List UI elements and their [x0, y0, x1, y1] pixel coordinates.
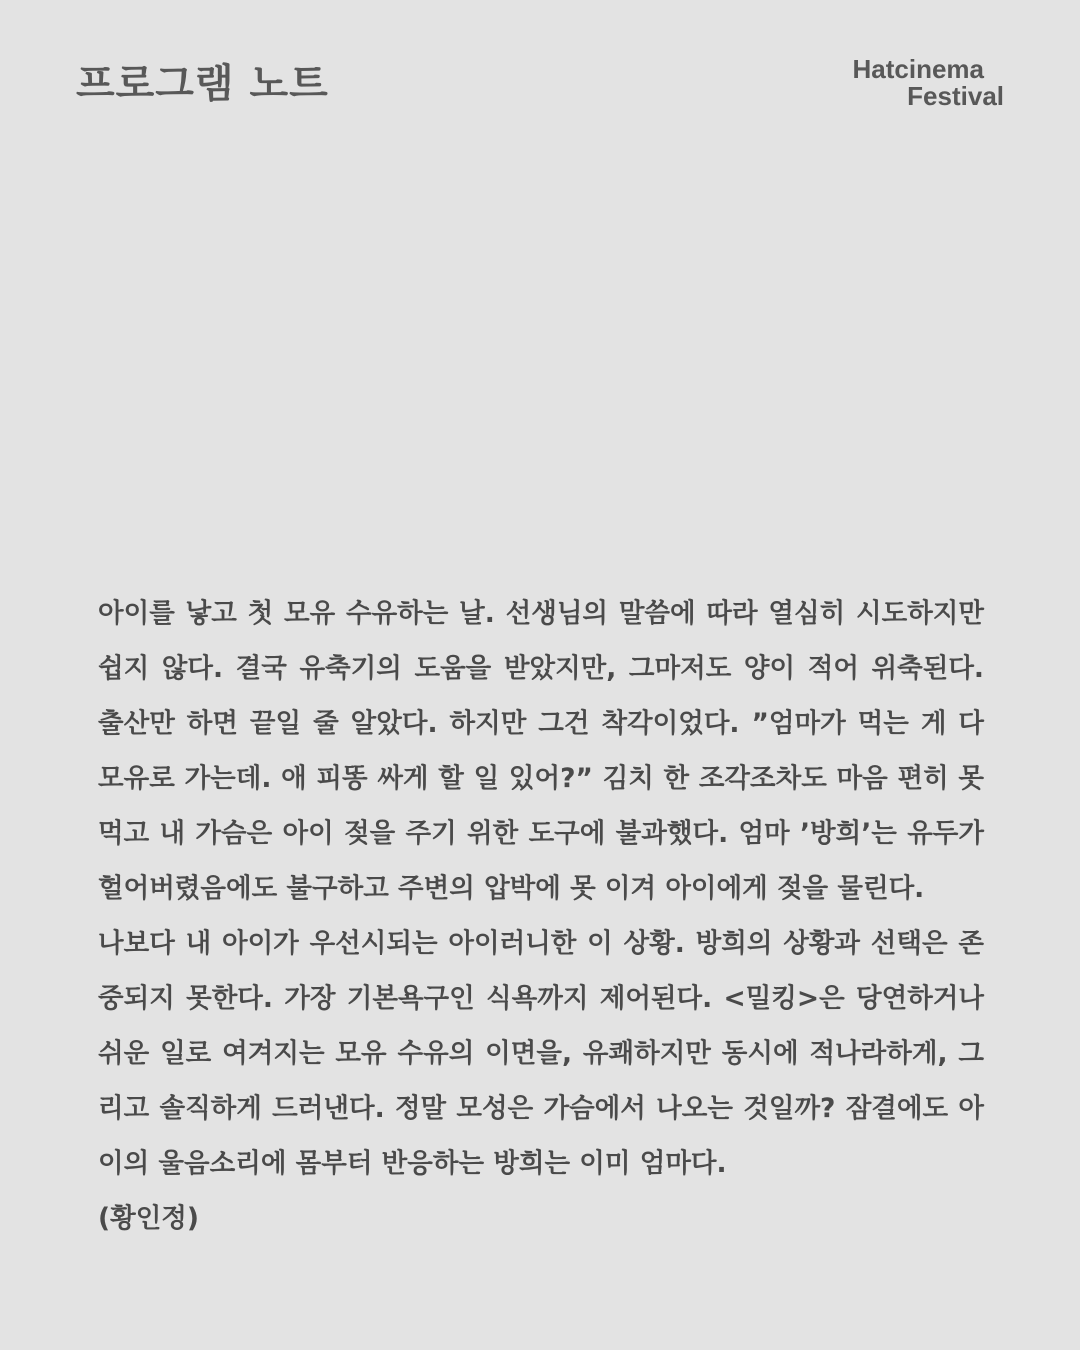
festival-logo-line2: Festival	[907, 81, 1004, 111]
note-paragraph-2: 나보다 내 아이가 우선시되는 아이러니한 이 상황. 방희의 상황과 선택은 존중되지 못한다. 가장 기본욕구인 식욕까지 제어된다. <밀킹>은 당연하거나 쉬운 일로 여겨지는 모유 수유의 이면을, 유쾌하지만 동시에 적나라하게, 그리고 솔직하게 드러낸다. 정말 모성은 가슴에서 나오는 것일까? 잠결에도 아이의 울음소리에 몸부터 반응하는 방희는 이미 엄마다.	[98, 928, 984, 1179]
note-paragraph-1: 아이를 낳고 첫 모유 수유하는 날. 선생님의 말씀에 따라 열심히 시도하지만 쉽지 않다. 결국 유축기의 도움을 받았지만, 그마저도 양이 적어 위축된다. 출산만 하면 끝일 줄 알았다. 하지만 그건 착각이었다. ”엄마가 먹는 게 다 모유로 가는데. 애 피똥 싸게 할 일 있어?” 김치 한 조각조차도 마음 편히 못 먹고 내 가슴은 아이 젖을 주기 위한 도구에 불과했다. 엄마 ’방희’는 유두가 헐어버렸음에도 불구하고 주변의 압박에 못 이겨 아이에게 젖을 물린다.	[98, 598, 984, 904]
program-note-body	[98, 586, 984, 1246]
festival-logo	[853, 56, 1005, 110]
festival-logo-line1: Hatcinema	[852, 54, 984, 84]
note-author: (황인정)	[98, 1203, 200, 1234]
page-title: 프로그램 노트	[76, 61, 329, 107]
